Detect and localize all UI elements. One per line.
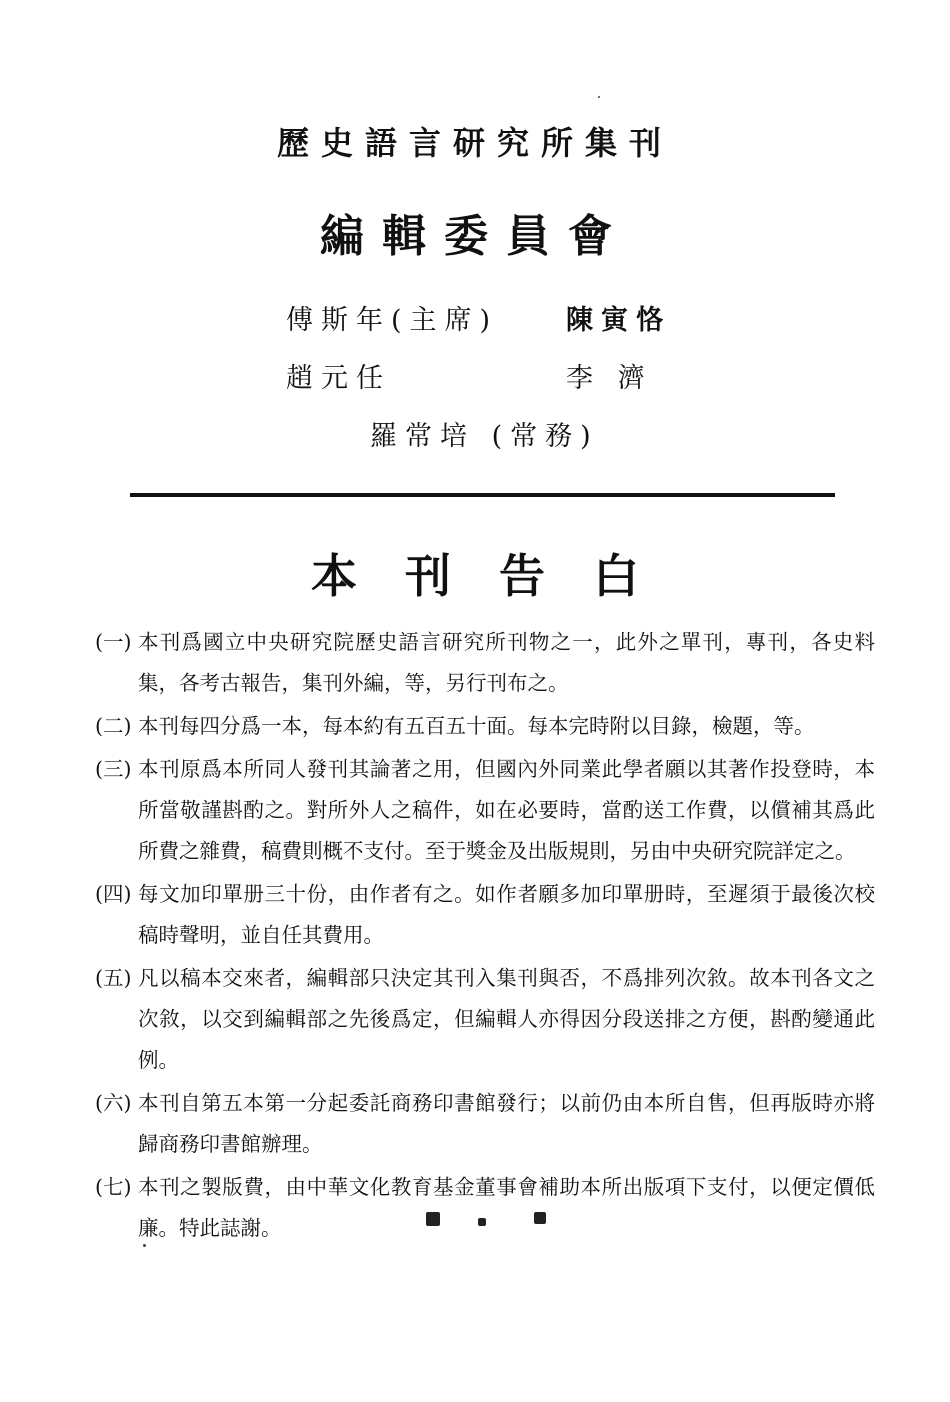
- committee-member-chair: 傅斯年(主席): [286, 305, 499, 336]
- notice-item: [95, 749, 875, 872]
- notice-item-text: 本刊原爲本所同人發刊其論著之用，但國內外同業此學者願以其著作投登時，本所當敬謹斟酌之。對所外人之稿件，如在必要時，當酌送工作費，以償補其爲此所費之雜費，稿費則概不支付。至于獎金及出版規則，另由中央研究院詳定之。: [138, 757, 875, 863]
- ink-mark: [534, 1212, 546, 1224]
- notice-item: [95, 622, 875, 704]
- notice-title: 本刊告白: [311, 549, 687, 603]
- ink-mark: [478, 1218, 486, 1226]
- ink-speck: [143, 1244, 146, 1247]
- committee-title: 編輯委員會: [320, 211, 630, 262]
- notice-item-text: 本刊爲國立中央研究院歷史語言研究所刊物之一，此外之單刊，專刊，各史料集，各考古報告，集刊外編，等，另行刊布之。: [138, 630, 875, 695]
- ink-speck: [598, 96, 600, 98]
- notice-item: [95, 874, 875, 956]
- committee-member-standing: 羅常培 (常務): [370, 421, 599, 452]
- notice-item-text: 本刊自第五本第一分起委託商務印書館發行；以前仍由本所自售，但再版時亦將歸商務印書館辦理。: [138, 1091, 875, 1156]
- notice-item-number: (一): [95, 630, 132, 654]
- committee-member: 陳寅恪: [566, 305, 671, 336]
- notice-item: [95, 958, 875, 1081]
- journal-title: 歷史語言研究所集刊: [276, 124, 673, 162]
- notice-item-number: (五): [95, 966, 132, 990]
- notice-item-number: (二): [95, 714, 132, 738]
- committee-member: 李 濟: [566, 363, 653, 394]
- notice-item-number: (六): [95, 1091, 132, 1115]
- ink-mark: [426, 1212, 440, 1226]
- notice-item: [95, 706, 875, 747]
- horizontal-divider: [130, 493, 835, 497]
- notice-item-text: 本刊之製版費，由中華文化教育基金董事會補助本所出版項下支付，以便定價低廉。特此誌謝。: [138, 1175, 875, 1240]
- notice-list: [95, 622, 875, 1251]
- notice-item-text: 凡以稿本交來者，編輯部只決定其刊入集刊與否，不爲排列次敘。故本刊各文之次敘，以交到編輯部之先後爲定，但編輯人亦得因分段送排之方便，斟酌變通此例。: [138, 966, 875, 1072]
- notice-item: [95, 1083, 875, 1165]
- committee-member: 趙元任: [286, 363, 391, 394]
- notice-item-number: (三): [95, 757, 132, 781]
- notice-item-text: 本刊每四分爲一本，每本約有五百五十面。每本完時附以目錄，檢題，等。: [138, 714, 815, 738]
- notice-item-number: (四): [95, 882, 132, 906]
- notice-item-number: (七): [95, 1175, 132, 1199]
- notice-item: [95, 1167, 875, 1249]
- notice-item-text: 每文加印單册三十份，由作者有之。如作者願多加印單册時，至遲須于最後次校稿時聲明，並自任其費用。: [138, 882, 875, 947]
